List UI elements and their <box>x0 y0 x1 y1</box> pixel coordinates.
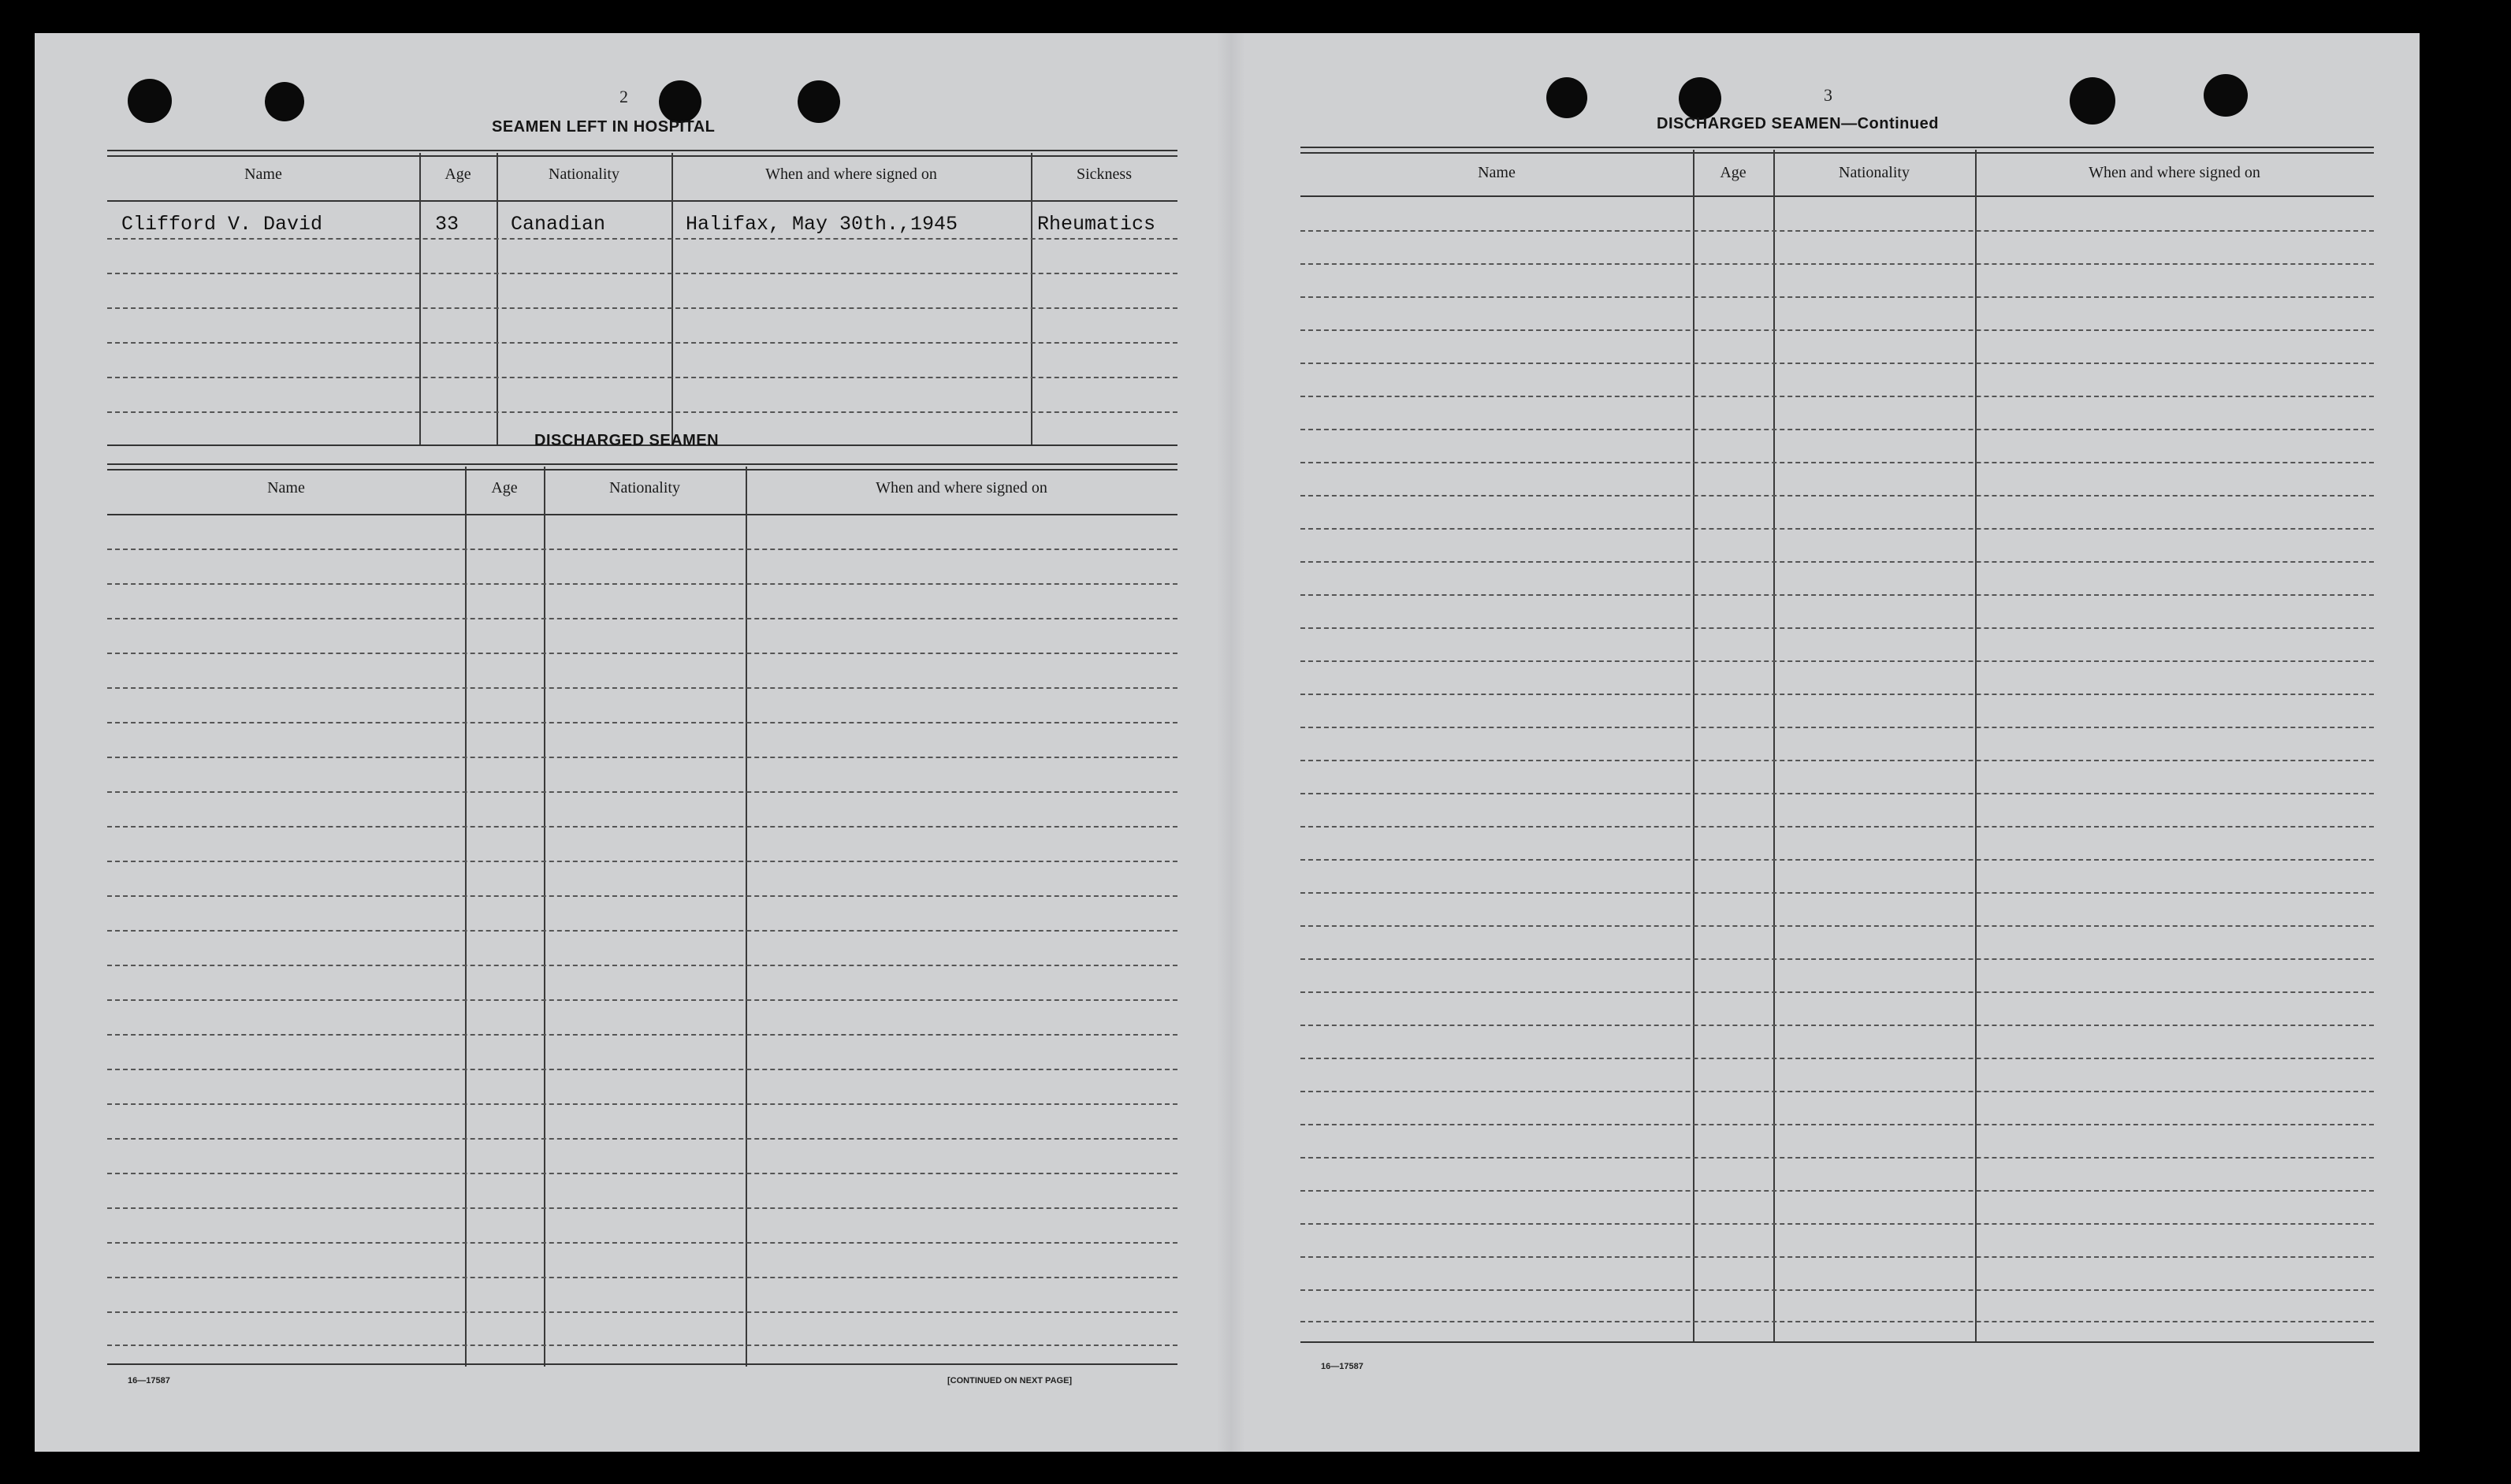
form-number: 16—17587 <box>128 1376 170 1385</box>
header-name: Name <box>1478 164 1516 181</box>
document-sheet <box>35 33 2420 1452</box>
header-name: Name <box>244 166 282 183</box>
punch-hole <box>2204 74 2248 117</box>
discharged-continued-title: DISCHARGED SEAMEN—Continued <box>1657 115 1939 132</box>
header-sickness: Sickness <box>1077 166 1132 183</box>
header-nationality: Nationality <box>1839 164 1910 181</box>
discharged-table <box>107 463 1177 1367</box>
header-signed-on: When and where signed on <box>876 479 1047 497</box>
header-nationality: Nationality <box>609 479 680 497</box>
punch-hole <box>1679 77 1721 120</box>
form-number: 16—17587 <box>1321 1362 1363 1371</box>
discharged-section-title: DISCHARGED SEAMEN <box>534 432 720 449</box>
punch-hole <box>265 82 304 121</box>
discharged-continued-table <box>1300 147 2374 1345</box>
hospital-table <box>107 150 1177 449</box>
hospital-row-nationality: Canadian <box>511 213 606 236</box>
header-name: Name <box>267 479 305 497</box>
header-age: Age <box>1720 164 1747 181</box>
header-age: Age <box>491 479 518 497</box>
continued-note: [CONTINUED ON NEXT PAGE] <box>947 1376 1073 1385</box>
hospital-section-title: SEAMEN LEFT IN HOSPITAL <box>492 118 716 136</box>
page-number: 2 <box>619 87 628 106</box>
punch-hole <box>1546 77 1587 118</box>
hospital-row-sickness: Rheumatics <box>1037 213 1156 236</box>
page-fold <box>1217 33 1245 1452</box>
header-signed-on: When and where signed on <box>2089 164 2260 181</box>
hospital-row-age: 33 <box>435 213 459 236</box>
header-signed-on: When and where signed on <box>765 166 937 183</box>
hospital-row-name: Clifford V. David <box>121 213 323 236</box>
punch-hole <box>798 80 840 123</box>
punch-hole <box>2070 77 2115 125</box>
hospital-row-signed-on: Halifax, May 30th.,1945 <box>686 213 958 236</box>
punch-hole <box>128 79 172 123</box>
header-nationality: Nationality <box>549 166 619 183</box>
page-number: 3 <box>1824 85 1832 105</box>
punch-hole <box>659 80 701 123</box>
header-age: Age <box>445 166 471 183</box>
